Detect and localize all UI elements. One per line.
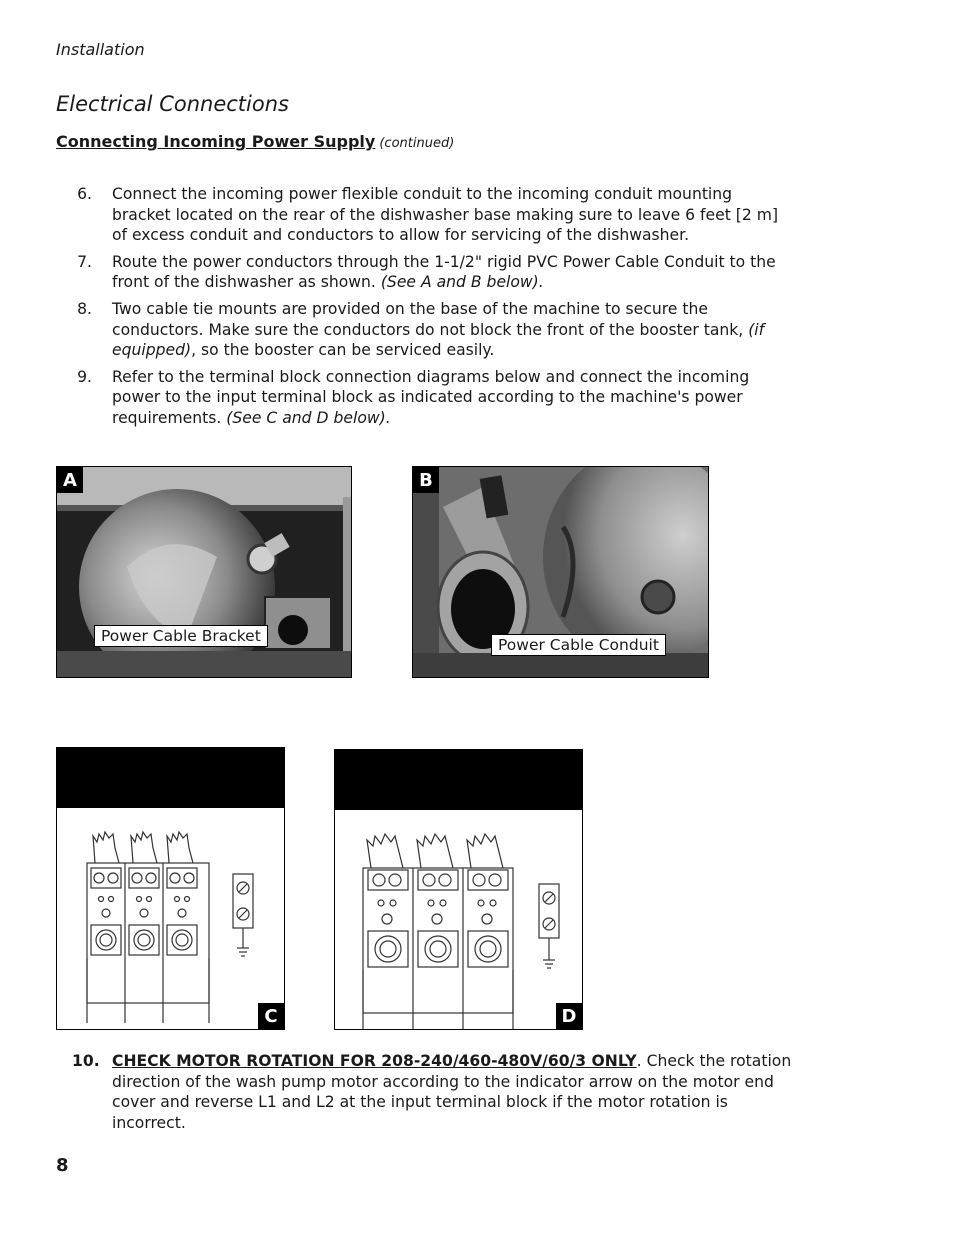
step-number: 10. (72, 1052, 100, 1070)
figure-b-caption: Power Cable Conduit (491, 634, 666, 656)
steps-list (72, 184, 792, 435)
terminal-block-c (57, 808, 284, 1029)
subsection-note: (continued) (379, 136, 455, 151)
step-number: 8. (77, 299, 92, 318)
diagram-c (56, 747, 285, 1030)
step-number: 7. (77, 252, 92, 271)
figure-d-label: D (556, 1003, 582, 1029)
terminal-block-d (335, 810, 582, 1029)
motor-rotation-warning: CHECK MOTOR ROTATION FOR 208-240/460-480V/60/3 ONLY (112, 1052, 637, 1070)
figure-b-label: B (413, 467, 439, 493)
step-text: Two cable tie mounts are provided on the base of the machine to secure the conductors. Make sure the conductors do not block the front of the booster tank, (112, 299, 749, 339)
photo-a (56, 466, 352, 678)
photo-b (412, 466, 709, 678)
figure-a-caption: Power Cable Bracket (94, 625, 268, 647)
step-10 (72, 1051, 802, 1133)
step-9 (72, 367, 792, 429)
step-8 (72, 299, 792, 361)
section-title: Electrical Connections (56, 92, 289, 116)
step-number: 9. (77, 367, 92, 386)
step-text: Refer to the terminal block connection diagrams below and connect the incoming power to the input terminal block as indicated according to the machine's power requirements. (112, 367, 750, 427)
page-number: 8 (56, 1155, 69, 1176)
step-text: Connect the incoming power flexible conduit to the incoming conduit mounting bracket located on the rear of the dishwasher base making sure to leave 6 feet [2 m] of excess conduit and conductors to allow for servicing of the dishwasher. (112, 185, 779, 245)
subsection-title-text: Connecting Incoming Power Supply (56, 132, 376, 151)
step-text: . Check the rotation direction of the wash pump motor according to the indicator arrow on the motor end cover and reverse L1 and L2 at the input terminal block if the motor rotation is incorrect. (112, 1052, 792, 1132)
diagram-d-header (335, 750, 582, 810)
step-text: Route the power conductors through the 1-1/2" rigid PVC Power Cable Conduit to the front of the dishwasher as shown. (112, 252, 776, 292)
step-10-body (72, 1051, 802, 1133)
diagram-c-header (57, 748, 284, 808)
step-number: 6. (77, 185, 92, 203)
figure-a-label: A (57, 467, 83, 493)
step-note: (if equipped) (112, 320, 765, 360)
step-7 (72, 252, 792, 293)
subsection-title (56, 132, 454, 151)
running-head: Installation (56, 40, 145, 59)
diagram-d (334, 749, 583, 1030)
step-note: (See A and B below). (380, 273, 544, 292)
figure-c-label: C (258, 1003, 284, 1029)
step-note: (See C and D below). (226, 408, 391, 427)
step-text-tail: , so the booster can be serviced easily. (191, 341, 495, 360)
step-6 (72, 184, 792, 246)
